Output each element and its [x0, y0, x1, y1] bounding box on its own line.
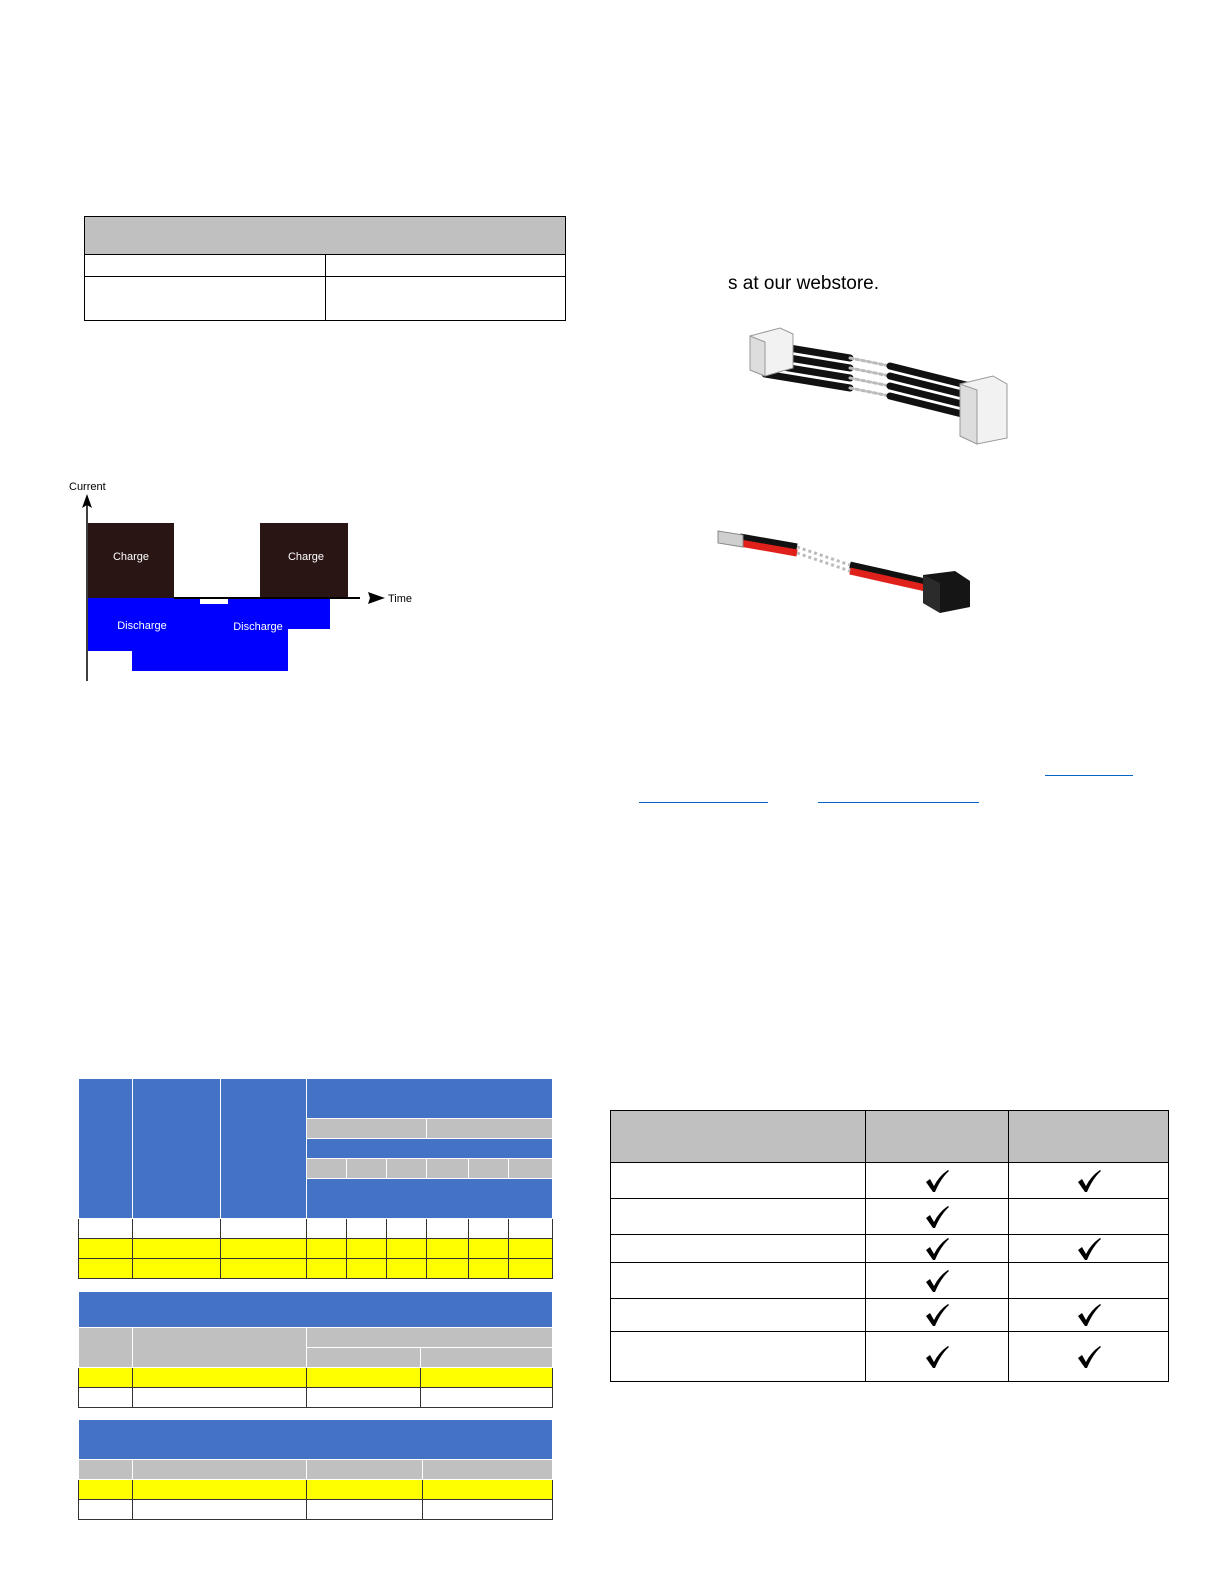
table-row [611, 1332, 1169, 1382]
table-header [423, 1460, 553, 1480]
table-row [79, 1368, 553, 1388]
check-cell [1009, 1199, 1169, 1235]
check-cell [1009, 1299, 1169, 1332]
table-header [469, 1159, 509, 1179]
table-row [611, 1163, 1169, 1199]
table-header [427, 1119, 553, 1139]
charge-label-1: Charge [112, 551, 150, 563]
table-row [611, 1299, 1169, 1332]
table-header [79, 1079, 133, 1219]
checkmark-icon [924, 1204, 950, 1230]
table-header [427, 1159, 469, 1179]
link-underline-2[interactable] [639, 802, 768, 803]
table-header [79, 1420, 553, 1460]
compatibility-table [610, 1110, 1169, 1382]
webstore-text: s at our webstore. [728, 273, 880, 294]
table-cell [325, 255, 566, 277]
table-header [221, 1079, 307, 1219]
table-header [307, 1328, 553, 1348]
bottom-left-table-3 [78, 1419, 553, 1520]
check-cell [866, 1235, 1009, 1263]
bottom-left-table-1 [78, 1078, 553, 1279]
table-row [79, 1219, 553, 1239]
top-left-table [84, 216, 566, 321]
check-cell [866, 1332, 1009, 1382]
bottom-left-table-2 [78, 1291, 553, 1408]
table-cell [85, 255, 326, 277]
check-cell [866, 1199, 1009, 1235]
table-header [307, 1139, 553, 1159]
link-underline-3[interactable] [818, 802, 979, 803]
table-cell [611, 1235, 866, 1263]
table-row [79, 1500, 553, 1520]
table-header [387, 1159, 427, 1179]
check-cell [1009, 1163, 1169, 1199]
time-axis-label: Time [388, 593, 413, 605]
discharge-block-2 [228, 598, 330, 671]
checkmark-icon [924, 1168, 950, 1194]
check-cell [1009, 1263, 1169, 1299]
table-header [133, 1460, 307, 1480]
connector-cable-4pin-image [745, 326, 1035, 448]
table-cell [325, 277, 566, 321]
checkmark-icon [924, 1344, 950, 1370]
check-cell [1009, 1235, 1169, 1263]
table-row [79, 1388, 553, 1408]
table-header [509, 1159, 553, 1179]
table-header [307, 1079, 553, 1119]
table-row [79, 1259, 553, 1279]
table-header [133, 1079, 221, 1219]
check-cell [866, 1263, 1009, 1299]
table-cell [611, 1332, 866, 1382]
table-cell [611, 1263, 866, 1299]
discharge-label-1: Discharge [117, 620, 167, 632]
table-header [611, 1111, 866, 1163]
table-header [347, 1159, 387, 1179]
table-header [307, 1179, 553, 1219]
table-header [421, 1348, 553, 1368]
checkmark-icon [924, 1236, 950, 1262]
table-header [307, 1460, 423, 1480]
link-underline-1[interactable] [1045, 775, 1133, 776]
table-header [79, 1328, 133, 1368]
table-header [307, 1119, 427, 1139]
table-cell [611, 1163, 866, 1199]
time-axis-arrow-icon [368, 592, 385, 604]
current-axis-label: Current [69, 481, 106, 493]
check-cell [866, 1299, 1009, 1332]
table-header [307, 1348, 421, 1368]
checkmark-icon [924, 1268, 950, 1294]
table-header [79, 1460, 133, 1480]
checkmark-icon [1076, 1302, 1102, 1328]
table-cell [85, 277, 326, 321]
charge-discharge-diagram [60, 476, 420, 686]
check-cell [1009, 1332, 1169, 1382]
table-header [866, 1111, 1009, 1163]
table-row [79, 1480, 553, 1500]
table-row [611, 1199, 1169, 1235]
charge-label-2: Charge [287, 551, 325, 563]
checkmark-icon [1076, 1344, 1102, 1370]
table-header [85, 217, 566, 255]
table-header [79, 1292, 553, 1328]
check-cell [866, 1163, 1009, 1199]
connector-cable-2wire-image [715, 525, 977, 617]
discharge-label-2: Discharge [233, 621, 283, 633]
checkmark-icon [1076, 1168, 1102, 1194]
table-row [79, 1239, 553, 1259]
table-header [1009, 1111, 1169, 1163]
checkmark-icon [924, 1302, 950, 1328]
table-row [611, 1235, 1169, 1263]
table-row [611, 1263, 1169, 1299]
table-header [307, 1159, 347, 1179]
table-cell [611, 1299, 866, 1332]
table-header [133, 1328, 307, 1368]
table-cell [611, 1199, 866, 1235]
checkmark-icon [1076, 1236, 1102, 1262]
